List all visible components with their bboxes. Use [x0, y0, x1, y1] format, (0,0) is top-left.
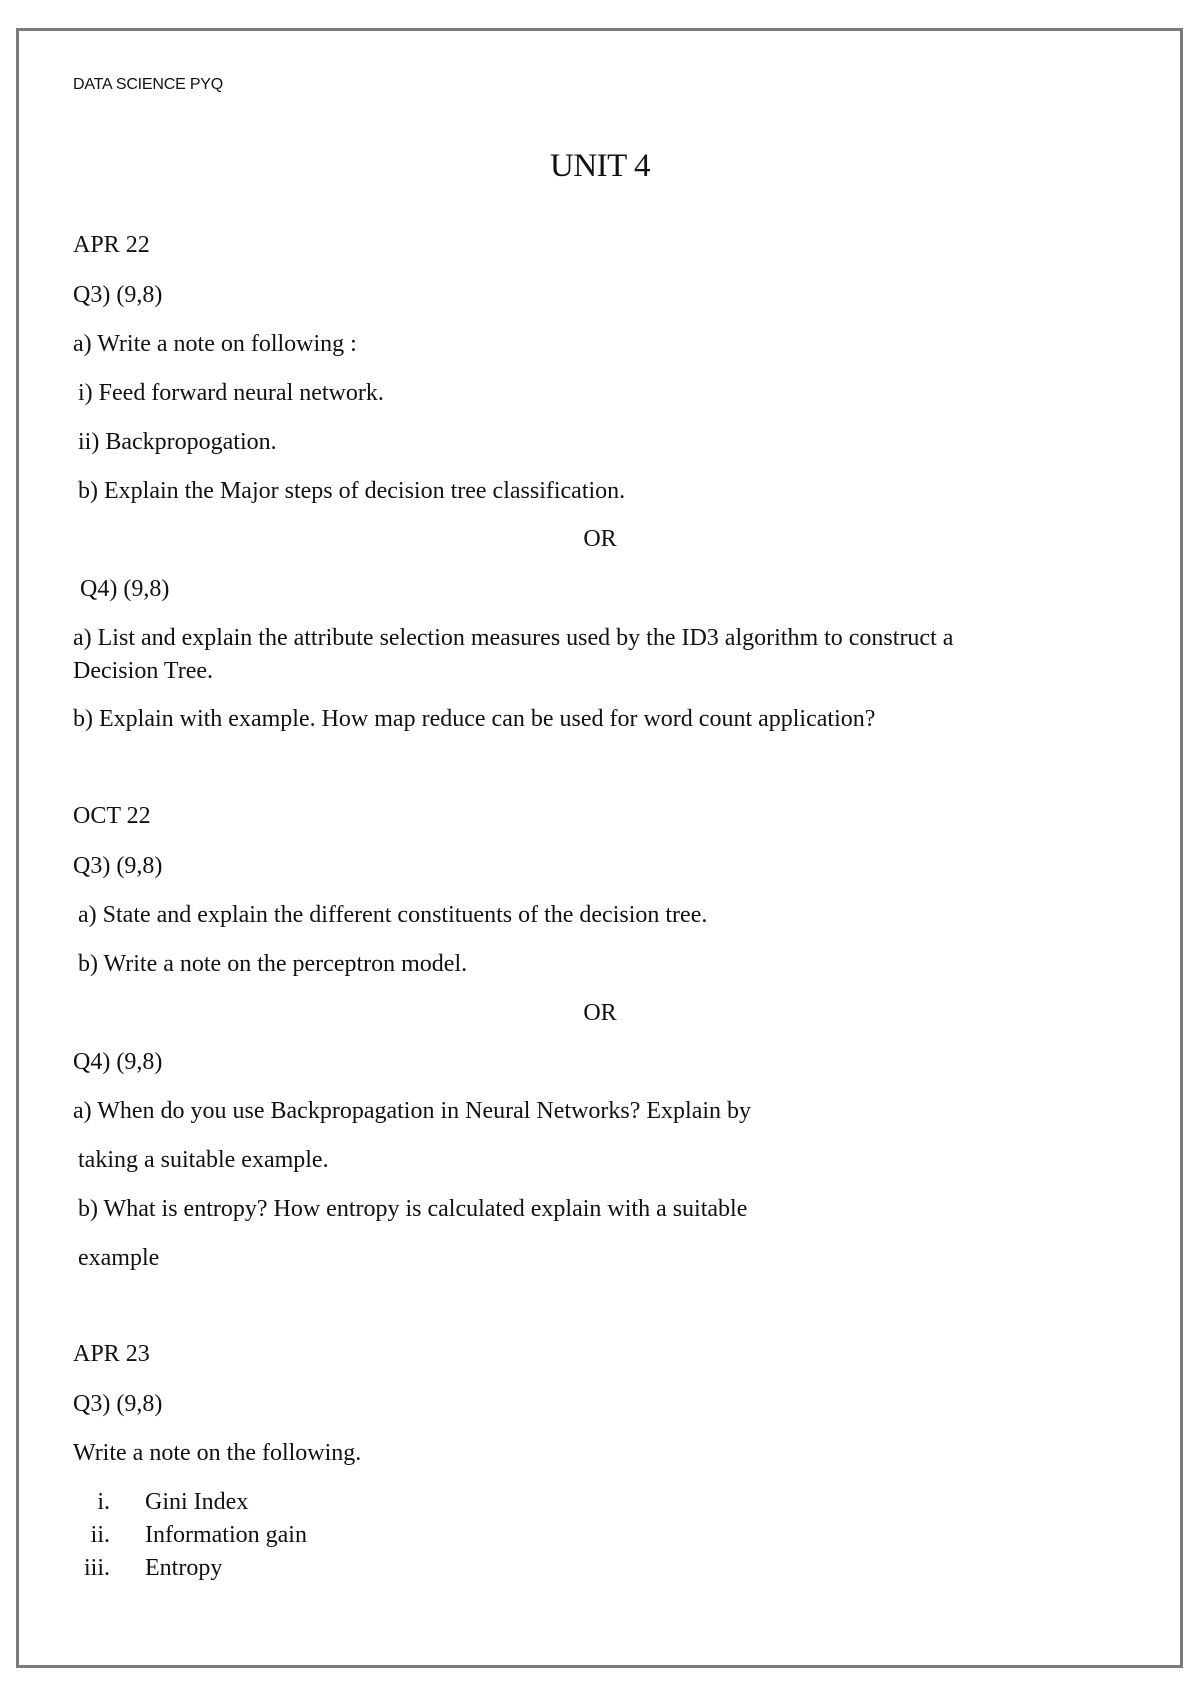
section-date: APR 23	[73, 1341, 150, 1367]
question-part-continued: Decision Tree.	[73, 658, 213, 684]
list-item: Information gain	[145, 1522, 307, 1548]
section-date: OCT 22	[73, 803, 151, 829]
question-heading: Q4) (9,8)	[80, 576, 170, 602]
question-part: b) Explain the Major steps of decision tree classification.	[78, 478, 626, 504]
question-part: a) When do you use Backpropagation in Neural Networks? Explain by	[73, 1098, 752, 1124]
page-title: UNIT 4	[550, 148, 650, 184]
question-part: b) What is entropy? How entropy is calculated explain with a suitable	[78, 1196, 748, 1222]
question-part: a) State and explain the different constituents of the decision tree.	[78, 902, 708, 928]
section-date: APR 22	[73, 232, 150, 258]
question-heading: Q3) (9,8)	[73, 1391, 163, 1417]
question-part: Write a note on the following.	[73, 1440, 362, 1466]
question-part-continued: taking a suitable example.	[78, 1147, 329, 1173]
question-subpart: i) Feed forward neural network.	[78, 380, 384, 406]
or-divider: OR	[583, 1000, 617, 1026]
question-heading: Q3) (9,8)	[73, 282, 163, 308]
question-part: a) Write a note on following :	[73, 331, 357, 357]
page-border	[16, 28, 1183, 1668]
question-part: a) List and explain the attribute selection measures used by the ID3 algorithm to construct a	[73, 625, 954, 651]
question-part: b) Write a note on the perceptron model.	[78, 951, 468, 977]
question-heading: Q4) (9,8)	[73, 1049, 163, 1075]
document-header: DATA SCIENCE PYQ	[73, 76, 224, 93]
list-item-number: i.	[97, 1489, 110, 1515]
question-subpart: ii) Backpropogation.	[78, 429, 277, 455]
list-item: Gini Index	[145, 1489, 249, 1515]
list-item: Entropy	[145, 1555, 223, 1581]
list-item-number: iii.	[83, 1555, 110, 1581]
list-item-number: ii.	[90, 1522, 110, 1548]
or-divider: OR	[583, 526, 617, 552]
question-part: b) Explain with example. How map reduce can be used for word count application?	[73, 706, 876, 732]
question-part-continued: example	[78, 1245, 160, 1271]
question-heading: Q3) (9,8)	[73, 853, 163, 879]
